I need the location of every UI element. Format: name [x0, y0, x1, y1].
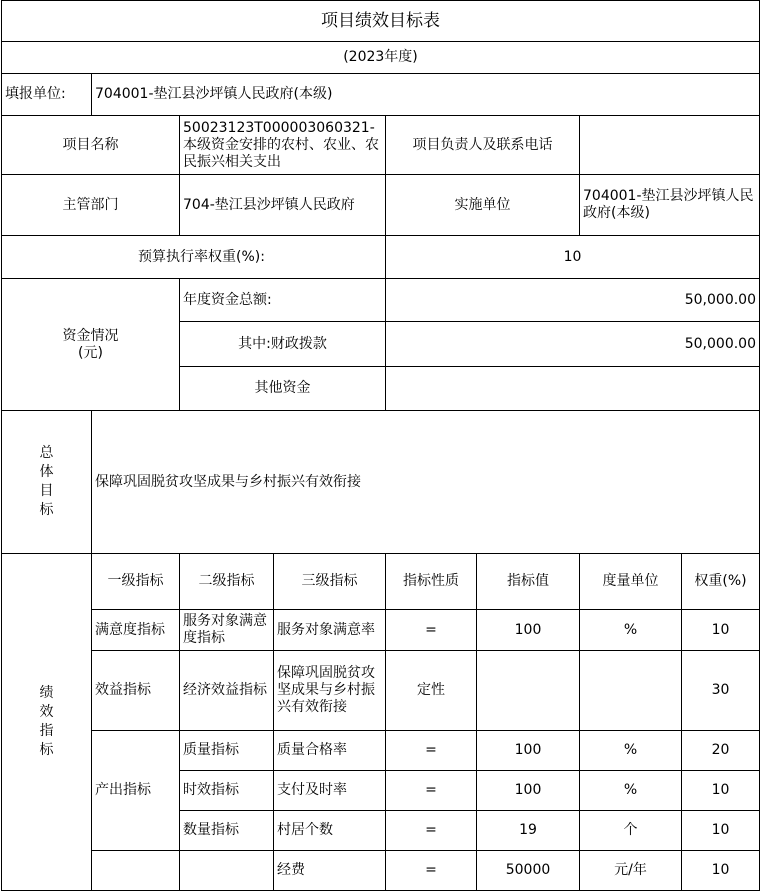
cell-level3: 服务对象满意率: [274, 610, 386, 651]
cell-value: [477, 651, 580, 731]
cell-level3: 质量合格率: [274, 731, 386, 771]
cell-unit: 元/年: [580, 851, 682, 891]
goal-label-char: 总: [39, 445, 54, 461]
cell-level2: 经济效益指标: [180, 651, 274, 731]
impl-unit-value: 704001-垫江县沙坪镇人民政府(本级): [580, 175, 760, 236]
project-contact-value: [580, 116, 760, 175]
goal-label-char: 体: [39, 464, 54, 480]
header-level3: 三级指标: [274, 554, 386, 610]
cell-unit: %: [580, 731, 682, 771]
cell-unit: [580, 651, 682, 731]
overall-goal-label: [2, 411, 92, 554]
cell-unit: %: [580, 610, 682, 651]
cell-nature: =: [386, 851, 477, 891]
cell-value: 19: [477, 811, 580, 851]
indicators-label-char: 指: [39, 723, 54, 739]
cell-level3: 支付及时率: [274, 771, 386, 811]
dept-value: 704-垫江县沙坪镇人民政府: [180, 175, 386, 236]
indicators-label: [2, 554, 92, 891]
indicators-label-char: 绩: [39, 685, 54, 701]
filing-unit-label: 填报单位:: [2, 74, 92, 116]
indicators-label-char: 效: [39, 704, 54, 720]
funds-label: [2, 279, 180, 411]
budget-weight-label: 预算执行率权重(%):: [2, 236, 386, 279]
table-row: [2, 731, 760, 771]
funds-total-label: 年度资金总额:: [180, 279, 386, 322]
cell-level2: [180, 851, 274, 891]
cell-weight: 30: [682, 651, 760, 731]
cell-value: 100: [477, 610, 580, 651]
cell-level1: 产出指标: [92, 731, 180, 851]
header-level2: 二级指标: [180, 554, 274, 610]
cell-level2: 时效指标: [180, 771, 274, 811]
cell-level2: 质量指标: [180, 731, 274, 771]
funds-other-label: 其他资金: [180, 367, 386, 411]
cell-value: 100: [477, 771, 580, 811]
funds-fiscal-value: 50,000.00: [386, 322, 760, 367]
overall-goal-text: 保障巩固脱贫攻坚成果与乡村振兴有效衔接: [92, 411, 760, 554]
cell-nature: =: [386, 610, 477, 651]
dept-label: 主管部门: [2, 175, 180, 236]
filing-unit-value: 704001-垫江县沙坪镇人民政府(本级): [92, 74, 760, 116]
cell-level2: 服务对象满意度指标: [180, 610, 274, 651]
funds-total-value: 50,000.00: [386, 279, 760, 322]
header-nature: 指标性质: [386, 554, 477, 610]
cell-level3: 保障巩固脱贫攻坚成果与乡村振兴有效衔接: [274, 651, 386, 731]
cell-level1: 效益指标: [92, 651, 180, 731]
project-name-value: 50023123T000003060321-本级资金安排的农村、农业、农民振兴相关支出: [180, 116, 386, 175]
table-row: [2, 651, 760, 731]
table-row: [2, 610, 760, 651]
cell-unit: %: [580, 771, 682, 811]
funds-label-line1: 资金情况: [62, 327, 119, 344]
cell-weight: 10: [682, 811, 760, 851]
goal-label-char: 标: [39, 502, 54, 518]
cell-unit: 个: [580, 811, 682, 851]
header-weight: 权重(%): [682, 554, 760, 610]
indicators-label-char: 标: [39, 742, 54, 758]
funds-label-line2: (元): [78, 344, 103, 361]
project-contact-label: 项目负责人及联系电话: [386, 116, 580, 175]
funds-fiscal-label: 其中:财政拨款: [180, 322, 386, 367]
cell-level2: 数量指标: [180, 811, 274, 851]
funds-other-value: [386, 367, 760, 411]
header-unit: 度量单位: [580, 554, 682, 610]
goal-label-char: 目: [39, 483, 54, 499]
cell-weight: 20: [682, 731, 760, 771]
cell-nature: =: [386, 731, 477, 771]
cell-weight: 10: [682, 610, 760, 651]
cell-level1: [92, 851, 180, 891]
cell-level3: 村居个数: [274, 811, 386, 851]
cell-value: 50000: [477, 851, 580, 891]
cell-value: 100: [477, 731, 580, 771]
cell-weight: 10: [682, 851, 760, 891]
budget-weight-value: 10: [386, 236, 760, 279]
performance-target-table: [1, 0, 760, 891]
header-value: 指标值: [477, 554, 580, 610]
header-level1: 一级指标: [92, 554, 180, 610]
cell-nature: =: [386, 811, 477, 851]
year-label: (2023年度): [2, 42, 760, 74]
impl-unit-label: 实施单位: [386, 175, 580, 236]
page-title: 项目绩效目标表: [2, 1, 760, 42]
cell-weight: 10: [682, 771, 760, 811]
cell-nature: =: [386, 771, 477, 811]
cell-level3: 经费: [274, 851, 386, 891]
project-name-label: 项目名称: [2, 116, 180, 175]
table-row: [2, 851, 760, 891]
cell-nature: 定性: [386, 651, 477, 731]
cell-level1: 满意度指标: [92, 610, 180, 651]
